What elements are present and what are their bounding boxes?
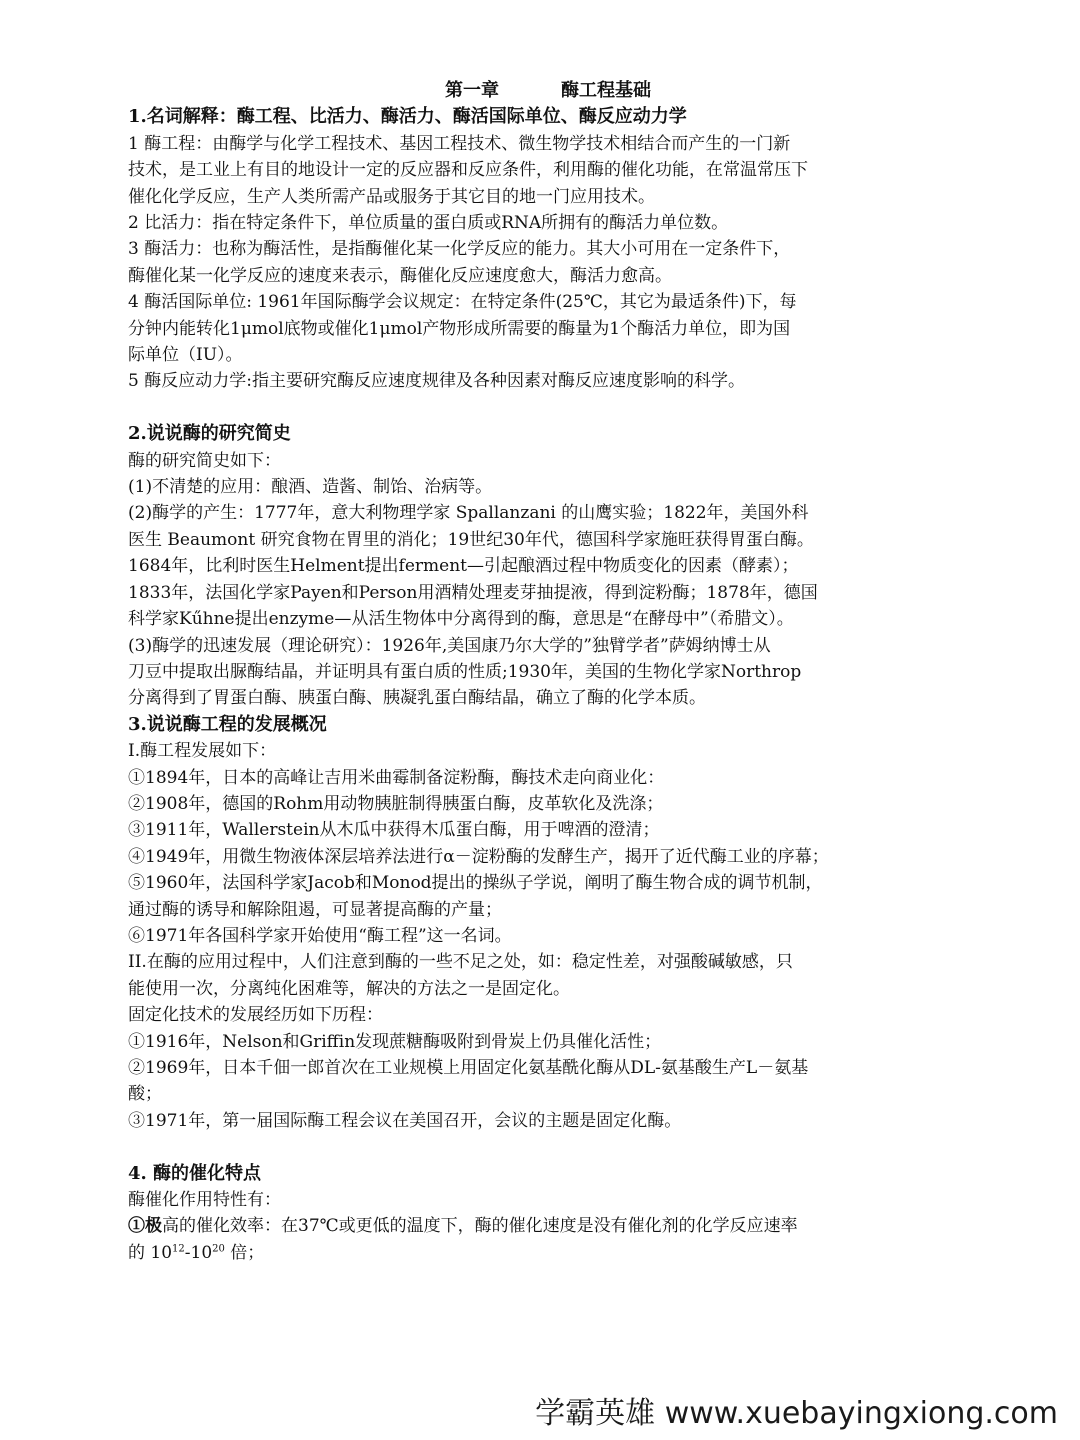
text-line: ④1949年，用微生物液体深层培养法进行α－淀粉酶的发酵生产，揭开了近代酶工业的序幕；: [128, 846, 829, 867]
text-line: 通过酶的诱导和解除阻遏，可显著提高酶的产量；: [128, 899, 502, 920]
exponent: 12: [172, 1243, 185, 1255]
text-span: 高的催化效率：在37℃或更低的温度下，酶的催化速度是没有催化剂的化学反应速率: [162, 1216, 798, 1237]
text-line: 5 酶反应动力学:指主要研究酶反应速度规律及各种因素对酶反应速度影响的科学。: [128, 371, 745, 392]
section-2-heading: 2.说说酶的研究简史: [128, 423, 291, 445]
text-line: 酶的研究简史如下：: [128, 450, 281, 471]
text-span: 的 10: [128, 1242, 173, 1263]
text-line: (2)酶学的产生：1777年，意大利物理学家 Spallanzani 的山鹰实验；1822年，美国外科: [128, 503, 809, 524]
document-page: [128, 78, 968, 1266]
text-line: ②1969年，日本千佃一郎首次在工业规模上用固定化氨基酰化酶从DL-氨基酸生产L－氨基: [128, 1058, 809, 1079]
text-line: 医生 Beaumont 研究食物在胃里的消化；19世纪30年代，德国科学家施旺获得胃蛋白酶。: [128, 529, 814, 550]
section-4-body: [128, 1187, 968, 1266]
text-line: II.在酶的应用过程中，人们注意到酶的一些不足之处，如：稳定性差，对强酸碱敏感，只: [128, 952, 793, 973]
section-3-heading: 3.说说酶工程的发展概况: [128, 713, 327, 735]
text-line: 1684年，比利时医生Helment提出ferment—引起酿酒过程中物质变化的因素（酵素）；: [128, 556, 799, 577]
text-line: 酶催化作用特性有：: [128, 1190, 281, 1211]
text-line: ①1916年，Nelson和Griffin发现蔗糖酶吸附到骨炭上仍具催化活性；: [128, 1031, 662, 1052]
section-1-heading: 1.名词解释：酶工程、比活力、酶活力、酶活国际单位、酶反应动力学: [128, 106, 687, 128]
text-line: 1833年，法国化学家Payen和Person用酒精处理麦芽抽提液，得到淀粉酶；1878年，德国: [128, 582, 818, 603]
text-line: 分钟内能转化1μmol底物或催化1μmol产物形成所需要的酶量为1个酶活力单位，即为国: [128, 318, 791, 339]
text-line: 4 酶活国际单位: 1961年国际酶学会议规定：在特定条件(25℃，其它为最适条件)下，每: [128, 292, 797, 313]
text-line: 1 酶工程：由酶学与化学工程技术、基因工程技术、微生物学技术相结合而产生的一门新: [128, 133, 791, 154]
text-line: 酶催化某一化学反应的速度来表示，酶催化反应速度愈大，酶活力愈高。: [128, 265, 672, 286]
text-line: 2 比活力：指在特定条件下，单位质量的蛋白质或RNA所拥有的酶活力单位数。: [128, 213, 729, 234]
section-2-body: [128, 448, 968, 712]
text-span: -10: [184, 1242, 213, 1263]
text-line: 技术，是工业上有目的地设计一定的反应器和反应条件，利用酶的催化功能，在常温常压下: [128, 160, 808, 181]
text-line: ③1971年，第一届国际酶工程会议在美国召开，会议的主题是固定化酶。: [128, 1110, 682, 1131]
section-4-heading: 4. 酶的催化特点: [128, 1162, 262, 1184]
text-line: 能使用一次，分离纯化困难等，解决的方法之一是固定化。: [128, 978, 570, 999]
chapter-name: 酶工程基础: [561, 80, 651, 101]
text-line: ③1911年，Wallerstein从木瓜中获得木瓜蛋白酶，用于啤酒的澄清；: [128, 820, 660, 841]
text-line: ①1894年，日本的高峰让吉用米曲霉制备淀粉酶，酶技术走向商业化：: [128, 767, 665, 788]
chapter-number: 第一章: [445, 80, 499, 101]
text-line: 3 酶活力：也称为酶活性，是指酶催化某一化学反应的能力。其大小可用在一定条件下，: [128, 239, 791, 260]
text-line: ⑤1960年，法国科学家Jacob和Monod提出的操纵子学说，阐明了酶生物合成的调节机制，: [128, 873, 823, 894]
text-line: 际单位（IU）。: [128, 345, 243, 366]
bold-prefix: ①极: [128, 1216, 162, 1237]
text-line: ⑥1971年各国科学家开始使用“酶工程”这一名词。: [128, 925, 512, 946]
text-line: (3)酶学的迅速发展（理论研究）：1926年,美国康乃尔大学的”独臂学者”萨姆纳博士从: [128, 635, 771, 656]
text-line: 刀豆中提取出脲酶结晶，并证明具有蛋白质的性质;1930年，美国的生物化学家Northrop: [128, 661, 802, 682]
text-line: [128, 1213, 968, 1239]
text-line: ②1908年，德国的Rohm用动物胰脏制得胰蛋白酶，皮革软化及洗涤；: [128, 793, 664, 814]
text-line: 酸；: [128, 1084, 162, 1105]
text-line: I.酶工程发展如下：: [128, 741, 277, 762]
chapter-title: [128, 78, 968, 104]
text-line: (1)不清楚的应用：酿酒、造酱、制饴、治病等。: [128, 477, 493, 498]
section-1-body: [128, 131, 968, 395]
exponent: 20: [212, 1243, 225, 1255]
text-line: 科学家Kűhne提出enzyme—从活生物体中分离得到的酶，意思是“在酵母中”（希腊文）。: [128, 609, 794, 630]
text-line: 催化化学反应，生产人类所需产品或服务于其它目的地一门应用技术。: [128, 186, 655, 207]
section-3-body: [128, 738, 968, 1134]
text-span: 倍；: [224, 1242, 265, 1263]
text-line: 固定化技术的发展经历如下历程：: [128, 1005, 383, 1026]
watermark-footer: 学霸英雄 www.xuebayingxiong.com: [535, 1396, 1058, 1431]
text-line: [128, 1240, 968, 1266]
text-line: 分离得到了胃蛋白酶、胰蛋白酶、胰凝乳蛋白酶结晶，确立了酶的化学本质。: [128, 688, 706, 709]
